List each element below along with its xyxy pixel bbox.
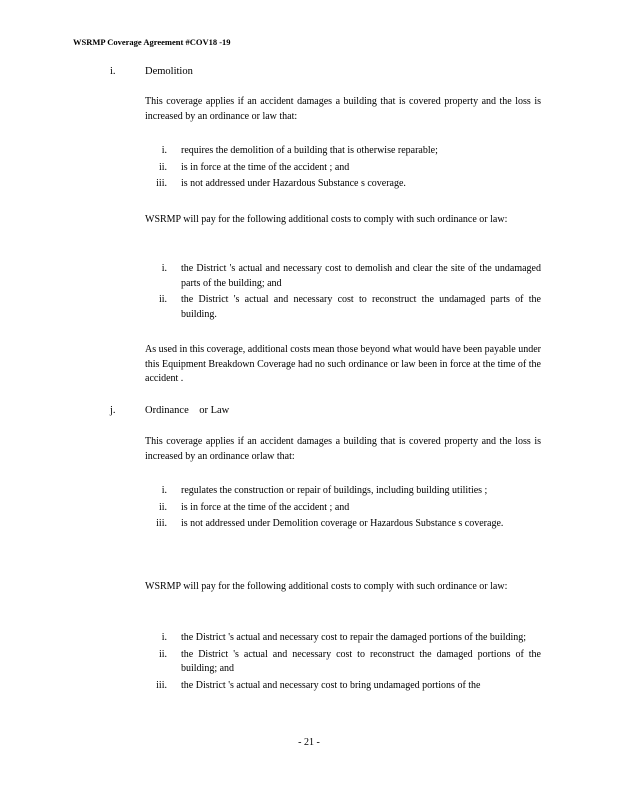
section-j-intro: This coverage applies if an accident damages a building that is covered property and the loss is increased by an ordinance orlaw that: xyxy=(145,436,541,462)
section-j-costs-list xyxy=(145,631,541,693)
list-item-number: ii. xyxy=(158,294,167,305)
list-item-text: is not addressed under Demolition coverage or Hazardous Substance s coverage. xyxy=(181,518,504,529)
section-i-costs-list xyxy=(145,262,541,322)
list-item xyxy=(145,177,541,192)
list-item xyxy=(145,648,541,677)
list-item-number: i. xyxy=(161,145,167,156)
list-item-number: i. xyxy=(161,263,167,274)
list-item-text: is in force at the time of the accident ; and xyxy=(181,501,350,513)
list-item-number: ii. xyxy=(158,648,167,660)
list-item-text: the District 's actual and necessary cost to repair the damaged portions of the building; xyxy=(181,632,527,643)
section-i-pay-statement: WSRMP will pay for the following additional costs to comply with such ordinance or law: xyxy=(145,214,508,225)
page-number: - 21 - xyxy=(298,737,320,748)
list-item-number: iii. xyxy=(156,518,167,529)
section-j-title: Ordinance or Law xyxy=(145,405,230,416)
list-item-number: iii. xyxy=(156,679,167,691)
list-item-number: i. xyxy=(161,632,167,643)
section-j-marker: j. xyxy=(110,405,116,416)
section-i-definition-note: As used in this coverage, additional costs mean those beyond what would have been payable under this Equipment Breakdown Coverage had no such ordinance or law been in force at the time of the accident . xyxy=(145,344,542,384)
list-item xyxy=(145,144,541,159)
section-j-pay-statement: WSRMP will pay for the following additional costs to comply with such ordinance or law: xyxy=(145,581,508,592)
list-item xyxy=(145,262,541,291)
section-i-title: Demolition xyxy=(145,66,193,77)
list-item xyxy=(145,679,541,694)
list-item-number: ii. xyxy=(158,161,167,173)
section-i-marker: i. xyxy=(110,66,116,77)
list-item xyxy=(145,631,541,646)
list-item-text: the District 's actual and necessary cost to demolish and clear the site of the undamaged parts of the building; and xyxy=(181,263,541,289)
section-i-intro: This coverage applies if an accident damages a building that is covered property and the loss is increased by an ordinance or law that: xyxy=(145,96,541,122)
list-item-text: is not addressed under Hazardous Substance s coverage. xyxy=(181,178,406,189)
list-item-text: the District 's actual and necessary cost to reconstruct the damaged portions of the building; and xyxy=(181,648,541,674)
section-j-conditions-list xyxy=(145,484,541,532)
list-item-text: the District 's actual and necessary cost to bring undamaged portions of the xyxy=(181,679,481,691)
list-item-text: requires the demolition of a building that is otherwise reparable; xyxy=(181,145,438,156)
section-i-conditions-list xyxy=(145,144,541,192)
list-item xyxy=(145,484,541,499)
list-item xyxy=(145,501,541,516)
list-item-number: i. xyxy=(161,485,167,496)
list-item-text: regulates the construction or repair of buildings, including building utilities ; xyxy=(181,485,488,496)
page-header: WSRMP Coverage Agreement #COV18 -19 xyxy=(73,37,231,47)
list-item-number: iii. xyxy=(156,178,167,189)
list-item xyxy=(145,293,541,322)
list-item-text: is in force at the time of the accident ; and xyxy=(181,161,350,173)
list-item-number: ii. xyxy=(158,501,167,513)
list-item xyxy=(145,517,541,532)
list-item xyxy=(145,161,541,176)
list-item-text: the District 's actual and necessary cost to reconstruct the undamaged parts of the building. xyxy=(181,294,541,320)
